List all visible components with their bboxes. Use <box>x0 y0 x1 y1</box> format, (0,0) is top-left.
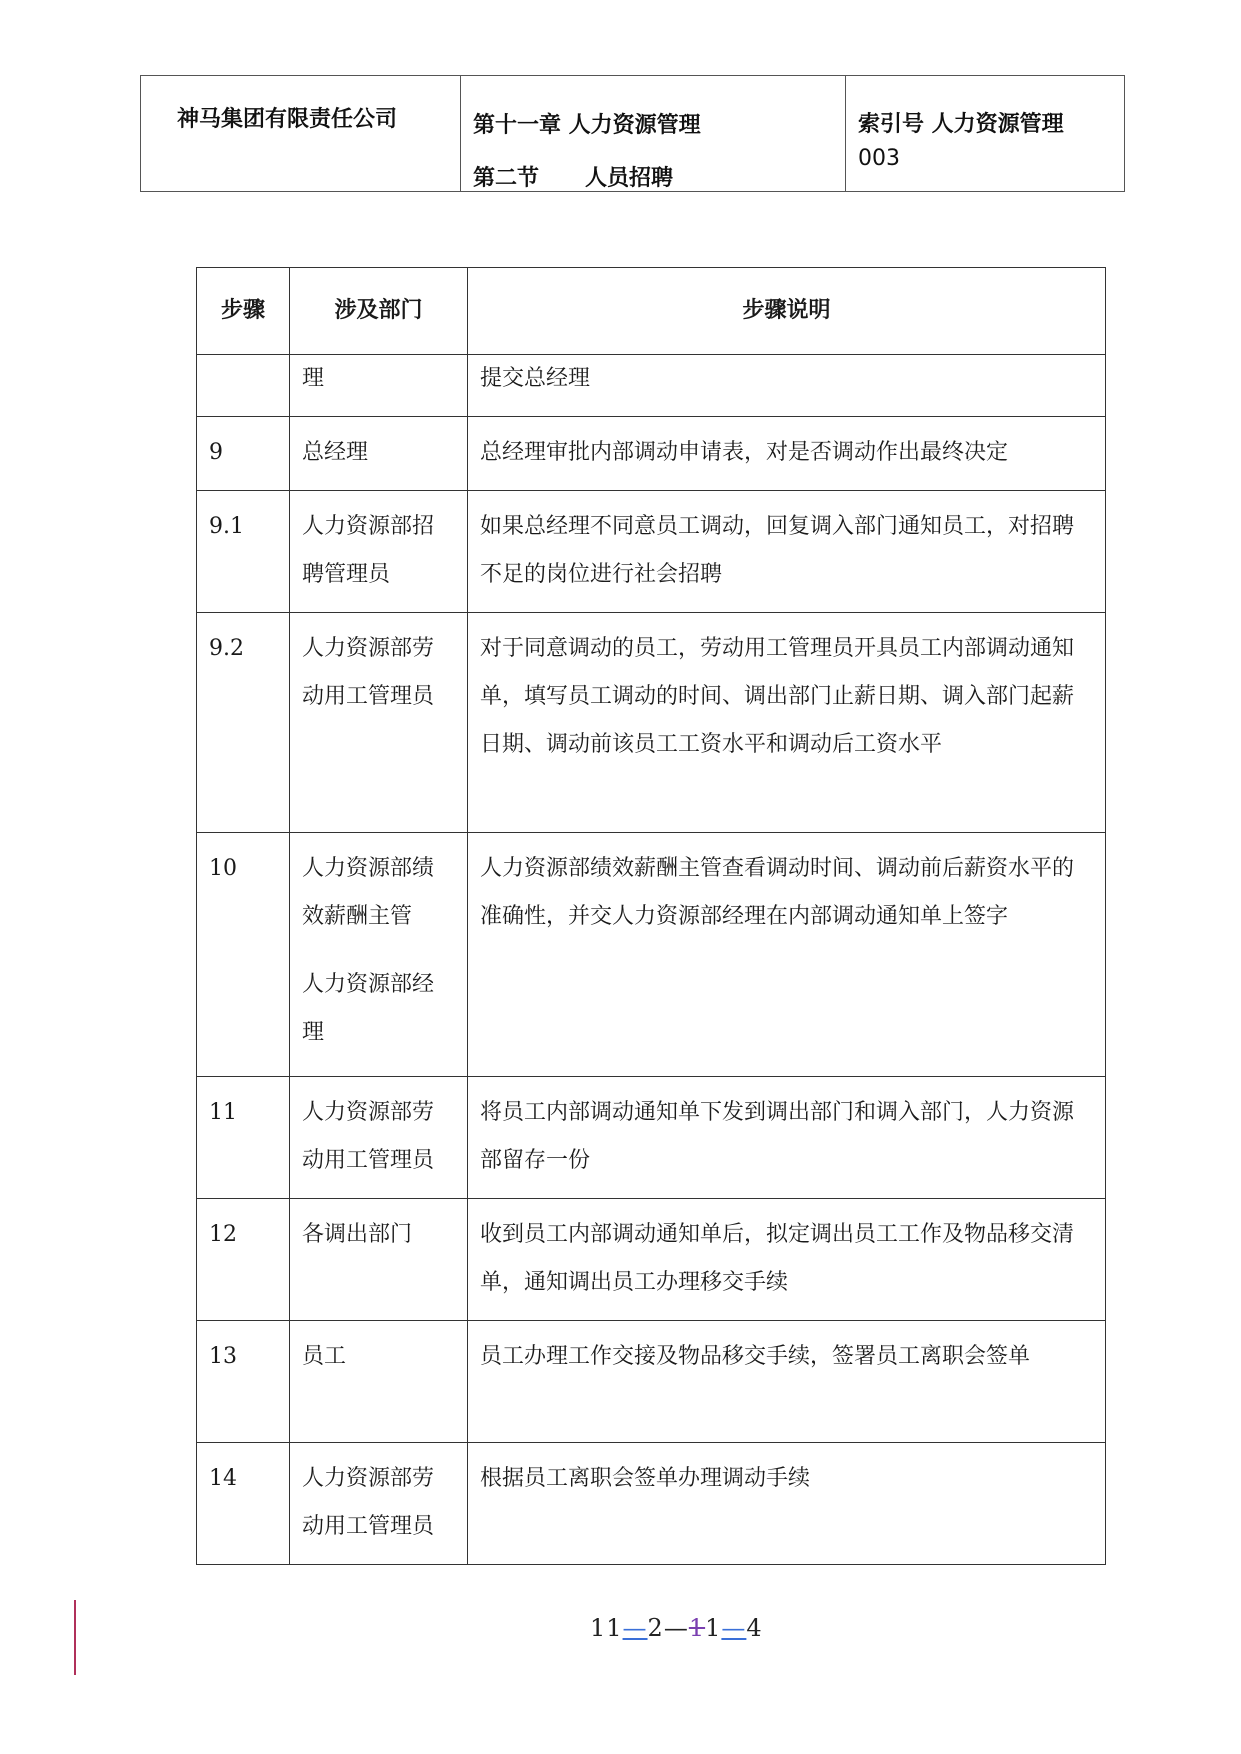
desc-cell: 对于同意调动的员工，劳动用工管理员开具员工内部调动通知单，填写员工调动的时间、调出部门止薪日期、调入部门起薪日期、调动前该员工工资水平和调动后工资水平 <box>468 613 1106 833</box>
dept-spacer <box>302 941 455 961</box>
table-header-row <box>197 268 1106 355</box>
step-cell: 11 <box>197 1077 290 1199</box>
dept-cell <box>290 833 468 1077</box>
table-row <box>197 833 1106 1077</box>
desc-cell: 收到员工内部调动通知单后，拟定调出员工工作及物品移交清单，通知调出员工办理移交手续 <box>468 1199 1106 1321</box>
dept-cell <box>290 1321 468 1443</box>
table-row <box>197 1321 1106 1443</box>
dept-cell <box>290 1443 468 1565</box>
dept-name: 人力资源部招聘管理员 <box>302 514 435 587</box>
dept-name: 员工 <box>302 1344 347 1369</box>
desc-cell: 将员工内部调动通知单下发到调出部门和调入部门，人力资源部留存一份 <box>468 1077 1106 1199</box>
page-number-insertion: — <box>622 1614 648 1642</box>
desc-cell: 人力资源部绩效薪酬主管查看调动时间、调动前后薪资水平的准确性，并交人力资源部经理在内部调动通知单上签字 <box>468 833 1106 1077</box>
dept-cell <box>290 1077 468 1199</box>
dept-name: 人力资源部绩效薪酬主管 <box>302 856 435 929</box>
dept-name: 人力资源部劳动用工管理员 <box>302 1466 435 1539</box>
margin-revision-line <box>74 1600 76 1675</box>
step-cell: 14 <box>197 1443 290 1565</box>
step-cell: 9.2 <box>197 613 290 833</box>
table-row <box>197 491 1106 613</box>
step-cell: 9.1 <box>197 491 290 613</box>
section-name: 人员招聘 <box>585 166 674 191</box>
dept-name: 理 <box>302 366 325 391</box>
dept-cell <box>290 417 468 491</box>
index-number: 003 <box>858 146 900 171</box>
document-header <box>140 75 1125 192</box>
page-number-part: 1 <box>705 1614 722 1642</box>
page-number-part: 4 <box>746 1614 763 1642</box>
page-number-deletion: 1 <box>688 1614 706 1642</box>
dept-cell <box>290 1199 468 1321</box>
step-cell: 12 <box>197 1199 290 1321</box>
dept-name: 人力资源部劳动用工管理员 <box>302 1100 435 1173</box>
table-row <box>197 1077 1106 1199</box>
dept-cell <box>290 491 468 613</box>
page-number <box>590 1614 763 1642</box>
table-row <box>197 355 1106 417</box>
table-row <box>197 417 1106 491</box>
column-header-desc: 步骤说明 <box>468 268 1106 355</box>
section-label: 第二节 <box>473 166 540 191</box>
column-header-dept: 涉及部门 <box>290 268 468 355</box>
dept-name: 人力资源部劳动用工管理员 <box>302 636 435 709</box>
header-company-cell <box>141 76 460 191</box>
section-line <box>473 161 845 192</box>
dept-name: 总经理 <box>302 440 369 465</box>
desc-cell: 总经理审批内部调动申请表，对是否调动作出最终决定 <box>468 417 1106 491</box>
company-name: 神马集团有限责任公司 <box>177 107 398 132</box>
column-header-step: 步骤 <box>197 268 290 355</box>
chapter-title: 第十一章 人力资源管理 <box>473 113 701 138</box>
desc-cell: 提交总经理 <box>468 355 1106 417</box>
step-cell: 9 <box>197 417 290 491</box>
step-cell: 10 <box>197 833 290 1077</box>
page-number-insertion: — <box>721 1614 747 1642</box>
table-row <box>197 613 1106 833</box>
header-chapter-cell <box>460 76 845 191</box>
dept-name: 各调出部门 <box>302 1222 413 1247</box>
desc-cell: 根据员工离职会签单办理调动手续 <box>468 1443 1106 1565</box>
dept-name: 人力资源部经理 <box>302 972 435 1045</box>
dept-cell <box>290 355 468 417</box>
step-cell: 13 <box>197 1321 290 1443</box>
desc-cell: 如果总经理不同意员工调动，回复调入部门通知员工，对招聘不足的岗位进行社会招聘 <box>468 491 1106 613</box>
header-index-cell <box>845 76 1124 191</box>
index-label: 索引号 人力资源管理 <box>858 112 1064 137</box>
page-number-part: 2— <box>647 1614 689 1642</box>
desc-cell: 员工办理工作交接及物品移交手续，签署员工离职会签单 <box>468 1321 1106 1443</box>
page-number-part: 11 <box>590 1614 623 1642</box>
step-cell <box>197 355 290 417</box>
table-row <box>197 1443 1106 1565</box>
dept-cell <box>290 613 468 833</box>
steps-table <box>196 267 1106 1565</box>
table-row <box>197 1199 1106 1321</box>
